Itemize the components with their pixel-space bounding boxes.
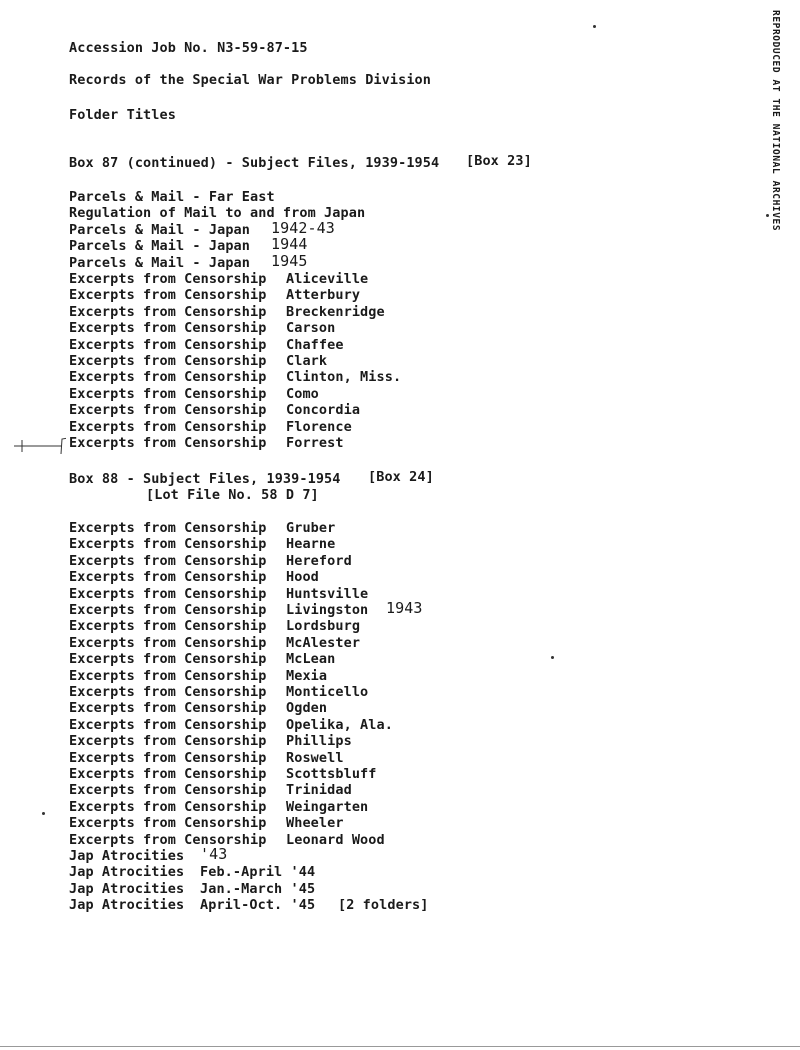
folder-subtitle: Ogden bbox=[286, 700, 328, 717]
folder-title: Excerpts from Censorship bbox=[69, 667, 267, 684]
folder-title: Excerpts from Censorship bbox=[69, 271, 267, 287]
scan-speck bbox=[42, 812, 45, 815]
folder-subtitle: Forrest bbox=[286, 435, 344, 451]
folder-subtitle: Livingston bbox=[286, 602, 369, 618]
scan-speck bbox=[593, 25, 596, 28]
folder-title: Parcels & Mail - Japan bbox=[69, 221, 251, 238]
box87-heading: Box 87 (continued) - Subject Files, 1939-1954 bbox=[69, 155, 440, 171]
folder-subtitle: Florence bbox=[286, 418, 352, 435]
folder-subtitle: Hood bbox=[286, 569, 319, 586]
folder-subtitle: Clark bbox=[286, 353, 328, 369]
folder-title: Excerpts from Censorship bbox=[69, 733, 267, 750]
folder-subtitle: Monticello bbox=[286, 684, 369, 700]
folder-subtitle: 1942-43 bbox=[271, 218, 335, 237]
folder-subtitle: Mexia bbox=[286, 667, 328, 684]
folder-title: Excerpts from Censorship bbox=[69, 618, 267, 635]
folder-subtitle: Lordsburg bbox=[286, 618, 361, 635]
folder-title: Excerpts from Censorship bbox=[69, 303, 267, 320]
records-line: Records of the Special War Problems Division bbox=[69, 72, 432, 88]
folder-subtitle: '43 bbox=[200, 845, 228, 863]
folder-title: Excerpts from Censorship bbox=[69, 287, 267, 304]
folder-title: Jap Atrocities bbox=[69, 864, 185, 881]
folder-title: Excerpts from Censorship bbox=[69, 634, 267, 651]
folder-subtitle: Breckenridge bbox=[286, 303, 385, 320]
folder-title: Excerpts from Censorship bbox=[69, 651, 267, 668]
folder-title: Jap Atrocities bbox=[69, 880, 185, 897]
folder-title: Excerpts from Censorship bbox=[69, 418, 267, 435]
box88-heading: Box 88 - Subject Files, 1939-1954 bbox=[69, 471, 341, 487]
folder-title: Excerpts from Censorship bbox=[69, 369, 267, 386]
folder-subtitle: Roswell bbox=[286, 749, 344, 766]
folder-subtitle: Concordia bbox=[286, 402, 361, 419]
folder-subtitle: Jan.-March '45 bbox=[200, 880, 316, 897]
folder-title: Excerpts from Censorship bbox=[69, 831, 267, 848]
folder-title: Excerpts from Censorship bbox=[69, 520, 267, 536]
folder-subtitle: Opelika, Ala. bbox=[286, 716, 393, 733]
folder-subtitle: Feb.-April '44 bbox=[200, 864, 316, 881]
folder-title: Excerpts from Censorship bbox=[69, 716, 267, 733]
margin-check-mark bbox=[6, 436, 66, 456]
folder-title: Jap Atrocities bbox=[69, 848, 185, 864]
folder-subtitle: McAlester bbox=[286, 634, 361, 651]
folder-subtitle: 1944 bbox=[271, 235, 308, 254]
folder-subtitle: Aliceville bbox=[286, 271, 369, 287]
folder-subtitle: Chaffee bbox=[286, 336, 344, 353]
folder-title: Excerpts from Censorship bbox=[69, 402, 267, 419]
folder-subtitle: April-Oct. '45 bbox=[200, 897, 316, 914]
folder-title: Excerpts from Censorship bbox=[69, 536, 267, 553]
folder-title: Excerpts from Censorship bbox=[69, 435, 267, 451]
folder-subtitle: Huntsville bbox=[286, 585, 369, 602]
accession-line: Accession Job No. N3-59-87-15 bbox=[69, 40, 308, 56]
folder-title: Parcels & Mail - Japan bbox=[69, 254, 251, 271]
folder-subtitle: Clinton, Miss. bbox=[286, 369, 402, 386]
folder-subtitle: Como bbox=[286, 385, 319, 402]
folder-title: Regulation of Mail to and from Japan bbox=[69, 205, 366, 222]
folder-title: Jap Atrocities bbox=[69, 897, 185, 914]
folder-title: Excerpts from Censorship bbox=[69, 569, 267, 586]
folder-title: Excerpts from Censorship bbox=[69, 336, 267, 353]
box87-note: [Box 23] bbox=[466, 153, 532, 169]
folder-subtitle: Atterbury bbox=[286, 287, 361, 304]
folder-titles-line: Folder Titles bbox=[69, 107, 176, 123]
folder-title: Excerpts from Censorship bbox=[69, 320, 267, 337]
box88-lot-file: [Lot File No. 58 D 7] bbox=[146, 487, 319, 503]
folder-subtitle: Wheeler bbox=[286, 815, 344, 832]
scan-speck bbox=[766, 214, 769, 217]
folder-extra: 1943 bbox=[386, 599, 423, 617]
folder-title: Excerpts from Censorship bbox=[69, 602, 267, 618]
folder-title: Excerpts from Censorship bbox=[69, 749, 267, 766]
folder-title: Parcels & Mail - Japan bbox=[69, 238, 251, 255]
folder-subtitle: Phillips bbox=[286, 733, 352, 750]
folder-subtitle: McLean bbox=[286, 651, 336, 668]
scan-speck bbox=[551, 656, 554, 659]
folder-title: Excerpts from Censorship bbox=[69, 700, 267, 717]
folder-subtitle: Scottsbluff bbox=[286, 766, 377, 782]
folder-extra: [2 folders] bbox=[338, 897, 429, 914]
folder-title: Excerpts from Censorship bbox=[69, 353, 267, 369]
folder-subtitle: Trinidad bbox=[286, 782, 352, 799]
folder-title: Excerpts from Censorship bbox=[69, 585, 267, 602]
folder-title: Excerpts from Censorship bbox=[69, 782, 267, 799]
folder-title: Parcels & Mail - Far East bbox=[69, 189, 275, 205]
folder-subtitle: Gruber bbox=[286, 520, 336, 536]
folder-title: Excerpts from Censorship bbox=[69, 552, 267, 569]
archive-stamp: REPRODUCED AT THE NATIONAL ARCHIVES bbox=[770, 10, 781, 232]
folder-subtitle: Hearne bbox=[286, 536, 336, 553]
folder-subtitle: Weingarten bbox=[286, 798, 369, 815]
folder-subtitle: Leonard Wood bbox=[286, 831, 385, 848]
box88-note: [Box 24] bbox=[368, 469, 434, 485]
folder-title: Excerpts from Censorship bbox=[69, 684, 267, 700]
folder-title: Excerpts from Censorship bbox=[69, 766, 267, 782]
folder-title: Excerpts from Censorship bbox=[69, 798, 267, 815]
folder-subtitle: Hereford bbox=[286, 552, 352, 569]
scan-edge-rule bbox=[0, 1046, 800, 1047]
folder-title: Excerpts from Censorship bbox=[69, 385, 267, 402]
folder-subtitle: 1945 bbox=[271, 251, 308, 270]
folder-title: Excerpts from Censorship bbox=[69, 815, 267, 832]
folder-subtitle: Carson bbox=[286, 320, 336, 337]
